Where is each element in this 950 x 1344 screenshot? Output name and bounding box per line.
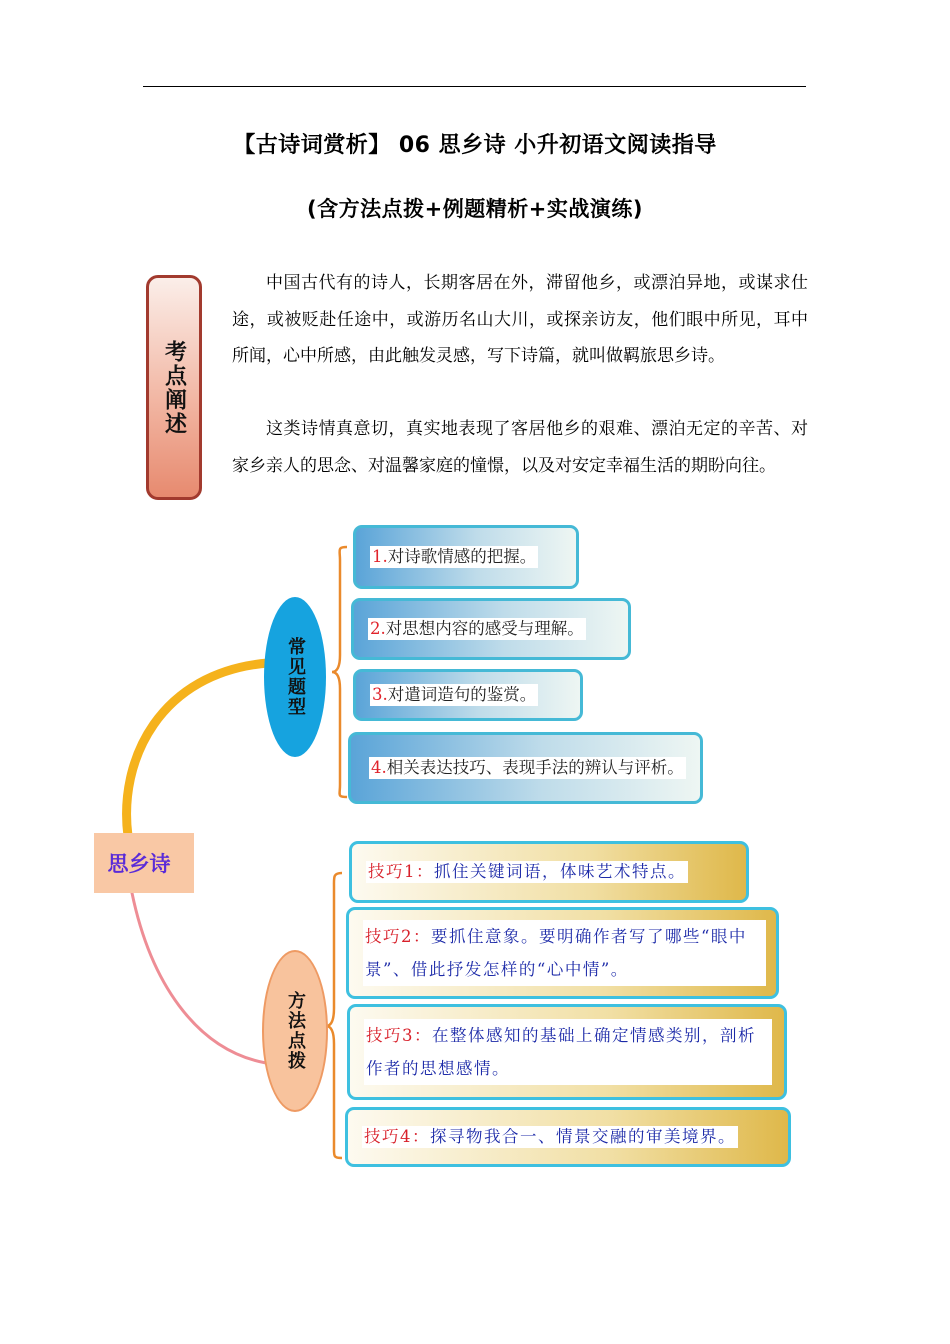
tip-text: 要抓住意象。要明确作者写了哪些“眼中景”、借此抒发怎样的“心中情”。 bbox=[365, 927, 747, 979]
mindmap-root: 思乡诗 bbox=[94, 833, 194, 893]
page-title: 【古诗词赏析】 06 思乡诗 小升初语文阅读指导 bbox=[233, 133, 717, 158]
tip-2 bbox=[346, 907, 779, 999]
question-type-2 bbox=[351, 598, 631, 660]
item-number: 4. bbox=[371, 758, 387, 777]
question-type-1 bbox=[353, 525, 579, 589]
item-number: 3. bbox=[372, 685, 388, 704]
tip-1 bbox=[349, 841, 749, 903]
item-number: 1. bbox=[372, 547, 388, 566]
branch1-connector bbox=[127, 663, 268, 836]
tip-key: 技巧3： bbox=[366, 1026, 432, 1045]
tip-text: 抓住关键词语，体味艺术特点。 bbox=[434, 862, 686, 881]
intro-paragraph-1: 中国古代有的诗人，长期客居在外，滞留他乡，或漂泊异地，或谋求仕途，或被贬赴任途中，或游历名山大川，或探亲访友，他们眼中所见，耳中所闻，心中所感，由此触发灵感，写下诗篇，就叫做羁旅思乡诗。 bbox=[232, 273, 808, 366]
tip-4 bbox=[345, 1107, 791, 1167]
tip-text: 在整体感知的基础上确定情感类别，剖析作者的思想感情。 bbox=[366, 1026, 756, 1078]
tip-text: 探寻物我合一、情景交融的审美境界。 bbox=[430, 1127, 736, 1146]
section-label-text: 考点阐述 bbox=[161, 339, 187, 436]
item-text: 对思想内容的感受与理解。 bbox=[385, 619, 584, 638]
intro-paragraph-2: 这类诗情真意切，真实地表现了客居他乡的艰难、漂泊无定的辛苦、对家乡亲人的思念、对温馨家庭的憧憬，以及对安定幸福生活的期盼向往。 bbox=[232, 419, 808, 476]
branch2-connector bbox=[132, 893, 266, 1063]
item-text: 对诗歌情感的把握。 bbox=[387, 547, 537, 566]
branch2-bracket bbox=[326, 873, 342, 1158]
branch2-label: 方法点拨 bbox=[285, 991, 306, 1071]
branch1-bracket bbox=[332, 547, 347, 797]
question-type-3 bbox=[353, 669, 583, 721]
branch1-label: 常见题型 bbox=[285, 637, 306, 717]
tip-3 bbox=[347, 1004, 787, 1100]
item-text: 对遣词造句的鉴赏。 bbox=[387, 685, 537, 704]
tip-key: 技巧4： bbox=[364, 1127, 430, 1146]
tip-key: 技巧1： bbox=[368, 862, 434, 881]
item-text: 相关表达技巧、表现手法的辨认与评析。 bbox=[386, 758, 684, 777]
branch1-node bbox=[264, 597, 326, 757]
item-number: 2. bbox=[370, 619, 386, 638]
tip-key: 技巧2： bbox=[365, 927, 431, 946]
page-subtitle: (含方法点拨+例题精析+实战演练) bbox=[307, 197, 643, 221]
branch2-node bbox=[262, 950, 328, 1112]
question-type-4 bbox=[348, 732, 703, 804]
